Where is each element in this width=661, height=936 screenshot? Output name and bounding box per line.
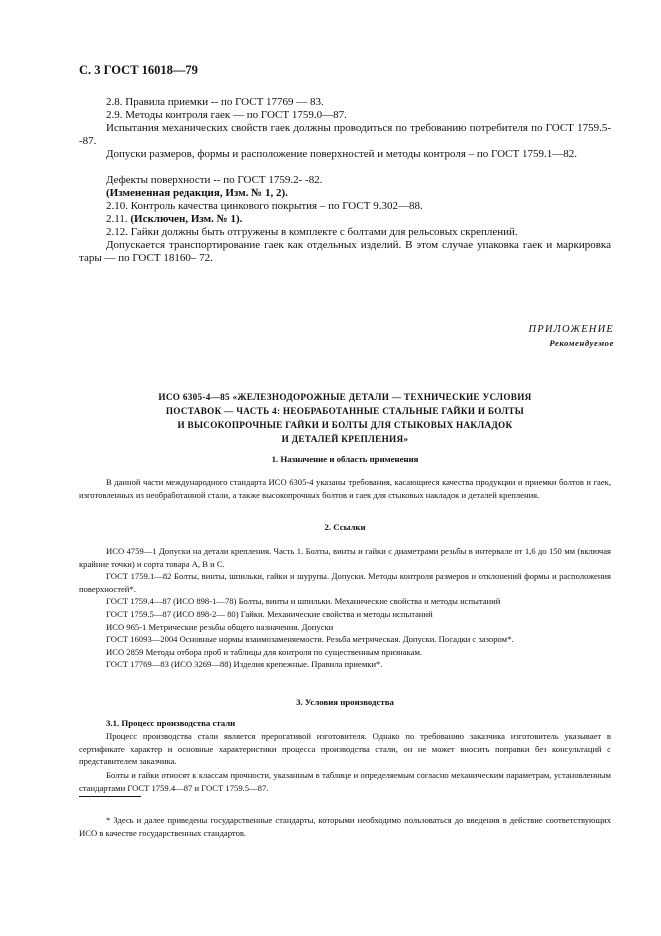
reference-item: ГОСТ 1759.4—87 (ИСО 898-1—78) Болты, винты и шпильки. Механические свойства и методы испытаний — [106, 596, 501, 607]
clause-tolerances-paragraph: Допуски размеров, формы и расположение поверхностей и методы контроля – по ГОСТ 1759.1—82. — [106, 148, 577, 160]
references-list — [79, 545, 611, 671]
reference-item: ГОСТ 1759.1—82 Болты, винты, шпильки, гайки и шурупы. Допуски. Методы контроля размеров и отклонений формы и расположения поверхностей*. — [79, 571, 611, 594]
clause-2-8: 2.8. Правила приемки -- по ГОСТ 17769 — 83. — [106, 96, 324, 108]
clause-2-10: 2.10. Контроль качества цинкового покрытия – по ГОСТ 9.302—88. — [106, 200, 423, 212]
clause-2-12: 2.12. Гайки должны быть отгружены в комплекте с болтами для рельсовых скреплений. — [106, 226, 518, 238]
clause-transport-paragraph: Допускается транспортирование гаек как отдельных изделий. В этом случае упаковка гаек и маркировка тары — по ГОСТ 18160– 72. — [79, 239, 611, 264]
footnote-divider — [79, 796, 141, 797]
appendix-sublabel: Рекомендуемое — [549, 338, 614, 348]
appendix-title-line: И ВЫСОКОПРОЧНЫЕ ГАЙКИ И БОЛТЫ ДЛЯ СТЫКОВЫХ НАКЛАДОК — [177, 420, 513, 430]
reference-item: ИСО 2859 Методы отбора проб и таблицы для контроля по существенным признакам. — [106, 646, 423, 657]
section-1-heading: 1. Назначение и область применения — [271, 454, 419, 464]
clause-tests-paragraph: Испытания механических свойств гаек должны проводиться по требованию потребителя по ГОСТ 1759.5--87. — [79, 122, 611, 147]
clause-2-11-number: 2.11. — [106, 213, 128, 225]
reference-item: ГОСТ 16093—2004 Основные нормы взаимозаменяемости. Резьба метрическая. Допуски. Посадки с зазором*. — [106, 634, 514, 645]
clause-2-11-excluded: (Исключен, Изм. № 1). — [130, 213, 243, 225]
section-1-text: В данной части международного стандарта ИСО 6305-4 указаны требования, касающиеся качества продукции и приемки болтов и гаек, изготовленных из необработанной стали, а также высокопрочных болтов и гаек для стыковых накладок и деталей крепления. — [79, 477, 611, 500]
clause-surface-defects: Дефекты поверхности -- по ГОСТ 1759.2- -82. — [106, 174, 323, 186]
section-3-heading: 3. Условия производства — [296, 697, 394, 707]
section-3-1-paragraph: Процесс производства стали является прерогативой изготовителя. Однако по требованию заказчика изготовитель указывает в сертификате характер и основные характеристики процесса производства стали, он не может вносить поправки без консультаций с представителем заказчика. — [79, 731, 611, 767]
page-header: С. 3 ГОСТ 16018—79 — [79, 63, 198, 77]
reference-item: ИСО 4759—1 Допуски на детали крепления. Часть 1. Болты, винты и гайки с диаметрами резьбы в интервале от 1,6 до 150 мм (включая крайние точки) и сорта товара А, В и С. — [79, 546, 611, 569]
reference-item: ИСО 965-1 Метрические резьбы общего назначения. Допуски — [106, 621, 334, 632]
clause-2-9: 2.9. Методы контроля гаек — по ГОСТ 1759.0—87. — [106, 109, 347, 121]
appendix-label: ПРИЛОЖЕНИЕ — [528, 324, 614, 335]
section-3-1-paragraph-2: Болты и гайки относят к классам прочности, указанным в таблице и определяемым согласно механическим параметрам, установленным стандартами ГОСТ 1759.4—87 и ГОСТ 1759.5—87. — [79, 770, 611, 793]
clause-2-11 — [106, 213, 242, 226]
footnote: * Здесь и далее приведены государственные стандарты, которыми необходимо пользоваться до введения в действие соответствующих ИСО в качестве государственных стандартов. — [79, 815, 611, 838]
appendix-title — [79, 390, 611, 446]
amended-edition-note: (Измененная редакция, Изм. № 1, 2). — [106, 187, 288, 199]
reference-item: ГОСТ 1759.5—87 (ИСО 898-2— 80) Гайки. Механические свойства и методы испытаний — [106, 608, 433, 619]
appendix-title-line: ПОСТАВОК — ЧАСТЬ 4: НЕОБРАБОТАННЫЕ СТАЛЬНЫЕ ГАЙКИ И БОЛТЫ — [165, 406, 525, 416]
appendix-title-line: ИСО 6305-4—85 «ЖЕЛЕЗНОДОРОЖНЫЕ ДЕТАЛИ — ТЕХНИЧЕСКИЕ УСЛОВИЯ — [158, 392, 532, 402]
section-3-1-heading: 3.1. Процесс производства стали — [106, 718, 236, 728]
appendix-title-line: И ДЕТАЛЕЙ КРЕПЛЕНИЯ» — [281, 434, 409, 444]
section-2-heading: 2. Ссылки — [324, 522, 366, 532]
reference-item: ГОСТ 17769—83 (ИСО 3269—88) Изделия крепежные. Правила приемки*. — [106, 659, 383, 670]
